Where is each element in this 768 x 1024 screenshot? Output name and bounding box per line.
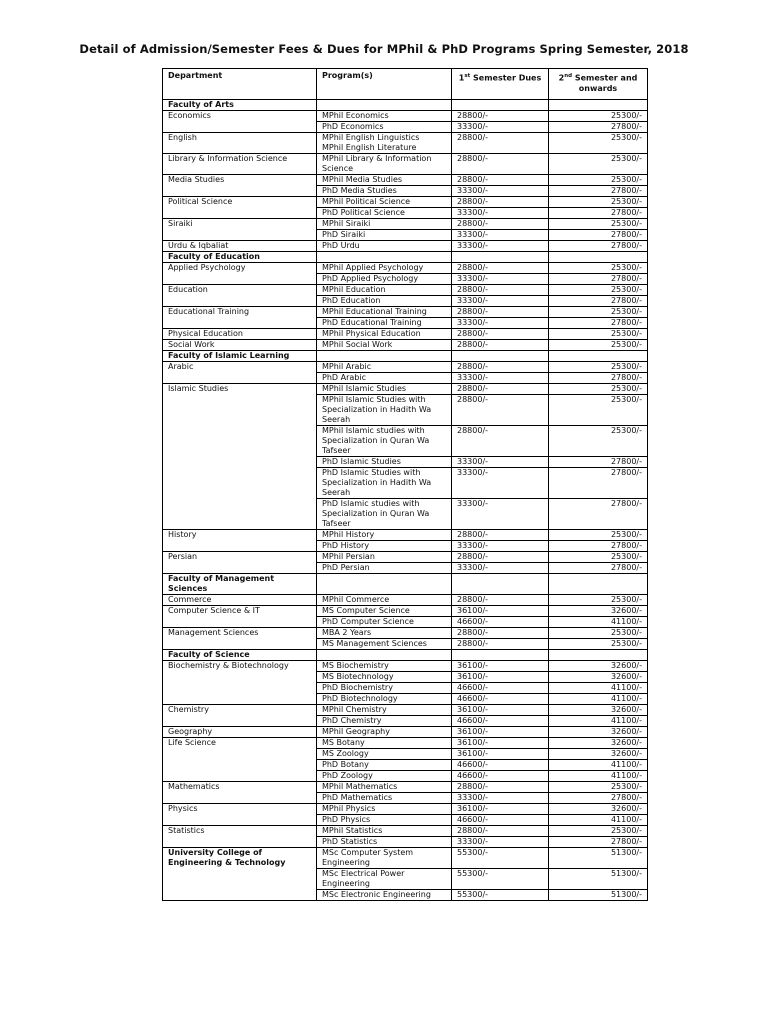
program-name: MPhil Islamic Studies with Specialization in Hadith Wa Seerah: [317, 395, 452, 426]
first-semester-fee: 46600/-: [452, 771, 549, 782]
faculty-name: Faculty of Management Sciences: [163, 574, 317, 595]
second-semester-fee: 25300/-: [549, 595, 648, 606]
second-semester-fee: 27800/-: [549, 274, 648, 285]
first-semester-fee: 28800/-: [452, 307, 549, 318]
department-name: Computer Science & IT: [163, 606, 317, 628]
program-name: MPhil Arabic: [317, 362, 452, 373]
first-semester-fee: 28800/-: [452, 426, 549, 457]
program-name: MPhil Islamic Studies: [317, 384, 452, 395]
first-semester-fee: 33300/-: [452, 499, 549, 530]
program-name: MPhil Physics: [317, 804, 452, 815]
table-row: [163, 263, 648, 274]
empty-cell: [549, 650, 648, 661]
program-name: PhD Islamic Studies: [317, 457, 452, 468]
first-semester-fee: 36100/-: [452, 705, 549, 716]
program-name: PhD Mathematics: [317, 793, 452, 804]
second-semester-fee: 25300/-: [549, 530, 648, 541]
program-name: MPhil History: [317, 530, 452, 541]
second-semester-fee: 41100/-: [549, 771, 648, 782]
table-row: [163, 705, 648, 716]
first-semester-fee: 28800/-: [452, 219, 549, 230]
second-semester-fee: 51300/-: [549, 890, 648, 901]
second-semester-fee: 51300/-: [549, 848, 648, 869]
department-name: Life Science: [163, 738, 317, 782]
department-name: Mathematics: [163, 782, 317, 804]
first-semester-fee: 46600/-: [452, 617, 549, 628]
program-name: PhD Islamic studies with Specialization in Quran Wa Tafseer: [317, 499, 452, 530]
table-row: [163, 307, 648, 318]
empty-cell: [452, 351, 549, 362]
department-name: Biochemistry & Biotechnology: [163, 661, 317, 705]
first-semester-fee: 33300/-: [452, 296, 549, 307]
first-semester-fee: 36100/-: [452, 738, 549, 749]
second-semester-fee: 32600/-: [549, 749, 648, 760]
department-name: Chemistry: [163, 705, 317, 727]
second-semester-fee: 32600/-: [549, 727, 648, 738]
first-semester-fee: 28800/-: [452, 530, 549, 541]
department-name: Statistics: [163, 826, 317, 848]
department-name: University College of Engineering & Technology: [163, 848, 317, 901]
program-name: MPhil Mathematics: [317, 782, 452, 793]
program-name: PhD Persian: [317, 563, 452, 574]
header-first-num: 1: [458, 73, 465, 83]
first-semester-fee: 33300/-: [452, 837, 549, 848]
second-semester-fee: 27800/-: [549, 541, 648, 552]
program-name: MPhil Economics: [317, 111, 452, 122]
program-name: MPhil Siraiki: [317, 219, 452, 230]
first-semester-fee: 28800/-: [452, 362, 549, 373]
second-semester-fee: 27800/-: [549, 318, 648, 329]
faculty-row: [163, 351, 648, 362]
header-first-sup: st: [464, 73, 471, 79]
department-name: Political Science: [163, 197, 317, 219]
first-semester-fee: 36100/-: [452, 672, 549, 683]
table-row: [163, 329, 648, 340]
header-second-num: 2: [558, 73, 565, 83]
program-name: PhD Economics: [317, 122, 452, 133]
header-department: Department: [163, 69, 317, 100]
second-semester-fee: 32600/-: [549, 606, 648, 617]
second-semester-fee: 27800/-: [549, 837, 648, 848]
second-semester-fee: 27800/-: [549, 499, 648, 530]
second-semester-fee: 41100/-: [549, 683, 648, 694]
department-name: Applied Psychology: [163, 263, 317, 285]
first-semester-fee: 36100/-: [452, 804, 549, 815]
first-semester-fee: 33300/-: [452, 468, 549, 499]
table-row: [163, 661, 648, 672]
program-name: PhD Physics: [317, 815, 452, 826]
program-name: MPhil Social Work: [317, 340, 452, 351]
first-semester-fee: 55300/-: [452, 869, 549, 890]
first-semester-fee: 28800/-: [452, 395, 549, 426]
page-title: Detail of Admission/Semester Fees & Dues for MPhil & PhD Programs Spring Semester, 2018: [79, 42, 689, 56]
first-semester-fee: 33300/-: [452, 186, 549, 197]
second-semester-fee: 25300/-: [549, 111, 648, 122]
program-name: PhD Biochemistry: [317, 683, 452, 694]
first-semester-fee: 33300/-: [452, 230, 549, 241]
department-name: Economics: [163, 111, 317, 133]
first-semester-fee: 33300/-: [452, 208, 549, 219]
second-semester-fee: 25300/-: [549, 263, 648, 274]
first-semester-fee: 28800/-: [452, 628, 549, 639]
second-semester-fee: 27800/-: [549, 122, 648, 133]
header-first-semester: [452, 69, 549, 100]
header-first-text: Semester Dues: [470, 73, 542, 83]
program-name: MSc Electronic Engineering: [317, 890, 452, 901]
second-semester-fee: 27800/-: [549, 208, 648, 219]
second-semester-fee: 41100/-: [549, 694, 648, 705]
department-name: Education: [163, 285, 317, 307]
empty-cell: [317, 650, 452, 661]
first-semester-fee: 46600/-: [452, 694, 549, 705]
first-semester-fee: 28800/-: [452, 552, 549, 563]
table-row: [163, 175, 648, 186]
first-semester-fee: 33300/-: [452, 241, 549, 252]
table-row: [163, 595, 648, 606]
first-semester-fee: 28800/-: [452, 340, 549, 351]
second-semester-fee: 25300/-: [549, 552, 648, 563]
program-name: MPhil Library & Information Science: [317, 154, 452, 175]
first-semester-fee: 33300/-: [452, 563, 549, 574]
empty-cell: [452, 100, 549, 111]
second-semester-fee: 25300/-: [549, 340, 648, 351]
second-semester-fee: 25300/-: [549, 826, 648, 837]
program-name: MS Management Sciences: [317, 639, 452, 650]
second-semester-fee: 27800/-: [549, 468, 648, 499]
first-semester-fee: 36100/-: [452, 661, 549, 672]
table-row: [163, 804, 648, 815]
program-name: MBA 2 Years: [317, 628, 452, 639]
program-name: MPhil Geography: [317, 727, 452, 738]
second-semester-fee: 25300/-: [549, 329, 648, 340]
table-row: [163, 133, 648, 154]
department-name: Commerce: [163, 595, 317, 606]
faculty-row: [163, 650, 648, 661]
program-name: PhD Political Science: [317, 208, 452, 219]
program-name: MPhil Political Science: [317, 197, 452, 208]
program-name: MPhil Commerce: [317, 595, 452, 606]
first-semester-fee: 33300/-: [452, 373, 549, 384]
department-name: Siraiki: [163, 219, 317, 241]
first-semester-fee: 46600/-: [452, 760, 549, 771]
empty-cell: [452, 574, 549, 595]
department-name: Arabic: [163, 362, 317, 384]
department-name: Library & Information Science: [163, 154, 317, 175]
program-name: PhD Islamic Studies with Specialization in Hadith Wa Seerah: [317, 468, 452, 499]
second-semester-fee: 32600/-: [549, 705, 648, 716]
first-semester-fee: 28800/-: [452, 197, 549, 208]
second-semester-fee: 25300/-: [549, 628, 648, 639]
second-semester-fee: 27800/-: [549, 457, 648, 468]
program-name: PhD Siraiki: [317, 230, 452, 241]
second-semester-fee: 25300/-: [549, 639, 648, 650]
second-semester-fee: 27800/-: [549, 241, 648, 252]
program-name: MPhil Applied Psychology: [317, 263, 452, 274]
program-name: PhD Arabic: [317, 373, 452, 384]
first-semester-fee: 55300/-: [452, 890, 549, 901]
program-name: MS Zoology: [317, 749, 452, 760]
faculty-name: Faculty of Science: [163, 650, 317, 661]
second-semester-fee: 41100/-: [549, 760, 648, 771]
empty-cell: [317, 574, 452, 595]
empty-cell: [317, 252, 452, 263]
department-name: Social Work: [163, 340, 317, 351]
second-semester-fee: 27800/-: [549, 563, 648, 574]
first-semester-fee: 33300/-: [452, 457, 549, 468]
first-semester-fee: 28800/-: [452, 826, 549, 837]
first-semester-fee: 33300/-: [452, 541, 549, 552]
table-row: [163, 362, 648, 373]
table-row: [163, 606, 648, 617]
program-name: PhD Zoology: [317, 771, 452, 782]
second-semester-fee: 25300/-: [549, 395, 648, 426]
faculty-row: [163, 252, 648, 263]
program-name: PhD Botany: [317, 760, 452, 771]
first-semester-fee: 28800/-: [452, 285, 549, 296]
program-name: MPhil Media Studies: [317, 175, 452, 186]
program-name: MSc Electrical Power Engineering: [317, 869, 452, 890]
first-semester-fee: 33300/-: [452, 122, 549, 133]
table-row: [163, 782, 648, 793]
second-semester-fee: 27800/-: [549, 296, 648, 307]
program-name: MS Computer Science: [317, 606, 452, 617]
second-semester-fee: 27800/-: [549, 230, 648, 241]
program-name: MSc Computer System Engineering: [317, 848, 452, 869]
faculty-row: [163, 574, 648, 595]
faculty-name: Faculty of Education: [163, 252, 317, 263]
header-second-text: Semester and onwards: [572, 73, 638, 93]
program-name: MPhil Persian: [317, 552, 452, 563]
table-row: [163, 552, 648, 563]
second-semester-fee: 25300/-: [549, 197, 648, 208]
second-semester-fee: 41100/-: [549, 617, 648, 628]
second-semester-fee: 27800/-: [549, 186, 648, 197]
second-semester-fee: 25300/-: [549, 384, 648, 395]
fees-table: [162, 68, 648, 901]
first-semester-fee: 33300/-: [452, 793, 549, 804]
first-semester-fee: 28800/-: [452, 154, 549, 175]
table-row: [163, 197, 648, 208]
first-semester-fee: 28800/-: [452, 782, 549, 793]
first-semester-fee: 33300/-: [452, 318, 549, 329]
table-row: [163, 154, 648, 175]
second-semester-fee: 25300/-: [549, 307, 648, 318]
empty-cell: [549, 252, 648, 263]
table-row: [163, 848, 648, 869]
first-semester-fee: 36100/-: [452, 749, 549, 760]
table-row: [163, 285, 648, 296]
program-name: MS Biochemistry: [317, 661, 452, 672]
second-semester-fee: 32600/-: [549, 738, 648, 749]
table-row: [163, 340, 648, 351]
second-semester-fee: 25300/-: [549, 154, 648, 175]
program-name: PhD Educational Training: [317, 318, 452, 329]
table-row: [163, 241, 648, 252]
department-name: Geography: [163, 727, 317, 738]
table-row: [163, 530, 648, 541]
table-header-row: [163, 69, 648, 100]
table-row: [163, 738, 648, 749]
program-name: PhD Education: [317, 296, 452, 307]
fees-body: [163, 100, 648, 901]
empty-cell: [549, 351, 648, 362]
department-name: English: [163, 133, 317, 154]
department-name: Physics: [163, 804, 317, 826]
second-semester-fee: 25300/-: [549, 362, 648, 373]
department-name: Physical Education: [163, 329, 317, 340]
second-semester-fee: 32600/-: [549, 672, 648, 683]
first-semester-fee: 55300/-: [452, 848, 549, 869]
first-semester-fee: 28800/-: [452, 595, 549, 606]
program-name: MPhil Islamic studies with Specialization in Quran Wa Tafseer: [317, 426, 452, 457]
empty-cell: [317, 351, 452, 362]
department-name: Educational Training: [163, 307, 317, 329]
first-semester-fee: 28800/-: [452, 263, 549, 274]
empty-cell: [549, 574, 648, 595]
first-semester-fee: 36100/-: [452, 606, 549, 617]
first-semester-fee: 33300/-: [452, 274, 549, 285]
first-semester-fee: 28800/-: [452, 329, 549, 340]
table-row: [163, 727, 648, 738]
department-name: Management Sciences: [163, 628, 317, 650]
table-row: [163, 628, 648, 639]
first-semester-fee: 28800/-: [452, 133, 549, 154]
program-name: PhD Chemistry: [317, 716, 452, 727]
second-semester-fee: 51300/-: [549, 869, 648, 890]
empty-cell: [549, 100, 648, 111]
department-name: Islamic Studies: [163, 384, 317, 530]
program-name: PhD Computer Science: [317, 617, 452, 628]
second-semester-fee: 32600/-: [549, 661, 648, 672]
second-semester-fee: 25300/-: [549, 285, 648, 296]
table-row: [163, 826, 648, 837]
faculty-name: Faculty of Arts: [163, 100, 317, 111]
second-semester-fee: 25300/-: [549, 426, 648, 457]
header-second-semester: [549, 69, 648, 100]
first-semester-fee: 28800/-: [452, 175, 549, 186]
first-semester-fee: 46600/-: [452, 683, 549, 694]
second-semester-fee: 32600/-: [549, 804, 648, 815]
faculty-name: Faculty of Islamic Learning: [163, 351, 317, 362]
first-semester-fee: 46600/-: [452, 815, 549, 826]
department-name: Media Studies: [163, 175, 317, 197]
program-name: PhD Urdu: [317, 241, 452, 252]
program-name: PhD Biotechnology: [317, 694, 452, 705]
second-semester-fee: 41100/-: [549, 716, 648, 727]
program-name: MPhil Statistics: [317, 826, 452, 837]
second-semester-fee: 41100/-: [549, 815, 648, 826]
program-name: MS Botany: [317, 738, 452, 749]
first-semester-fee: 46600/-: [452, 716, 549, 727]
program-name: MPhil English Linguistics MPhil English Literature: [317, 133, 452, 154]
program-name: PhD Applied Psychology: [317, 274, 452, 285]
empty-cell: [452, 650, 549, 661]
program-name: MS Biotechnology: [317, 672, 452, 683]
second-semester-fee: 27800/-: [549, 373, 648, 384]
empty-cell: [317, 100, 452, 111]
second-semester-fee: 25300/-: [549, 133, 648, 154]
program-name: MPhil Chemistry: [317, 705, 452, 716]
department-name: Urdu & Iqbaliat: [163, 241, 317, 252]
first-semester-fee: 28800/-: [452, 111, 549, 122]
program-name: PhD Media Studies: [317, 186, 452, 197]
faculty-row: [163, 100, 648, 111]
department-name: History: [163, 530, 317, 552]
table-row: [163, 111, 648, 122]
first-semester-fee: 28800/-: [452, 639, 549, 650]
program-name: MPhil Educational Training: [317, 307, 452, 318]
second-semester-fee: 25300/-: [549, 175, 648, 186]
program-name: MPhil Physical Education: [317, 329, 452, 340]
program-name: PhD Statistics: [317, 837, 452, 848]
table-row: [163, 219, 648, 230]
first-semester-fee: 36100/-: [452, 727, 549, 738]
second-semester-fee: 27800/-: [549, 793, 648, 804]
second-semester-fee: 25300/-: [549, 219, 648, 230]
header-second-sup: nd: [564, 73, 573, 79]
table-row: [163, 384, 648, 395]
first-semester-fee: 28800/-: [452, 384, 549, 395]
program-name: PhD History: [317, 541, 452, 552]
department-name: Persian: [163, 552, 317, 574]
second-semester-fee: 25300/-: [549, 782, 648, 793]
empty-cell: [452, 252, 549, 263]
program-name: MPhil Education: [317, 285, 452, 296]
header-programs: Program(s): [317, 69, 452, 100]
